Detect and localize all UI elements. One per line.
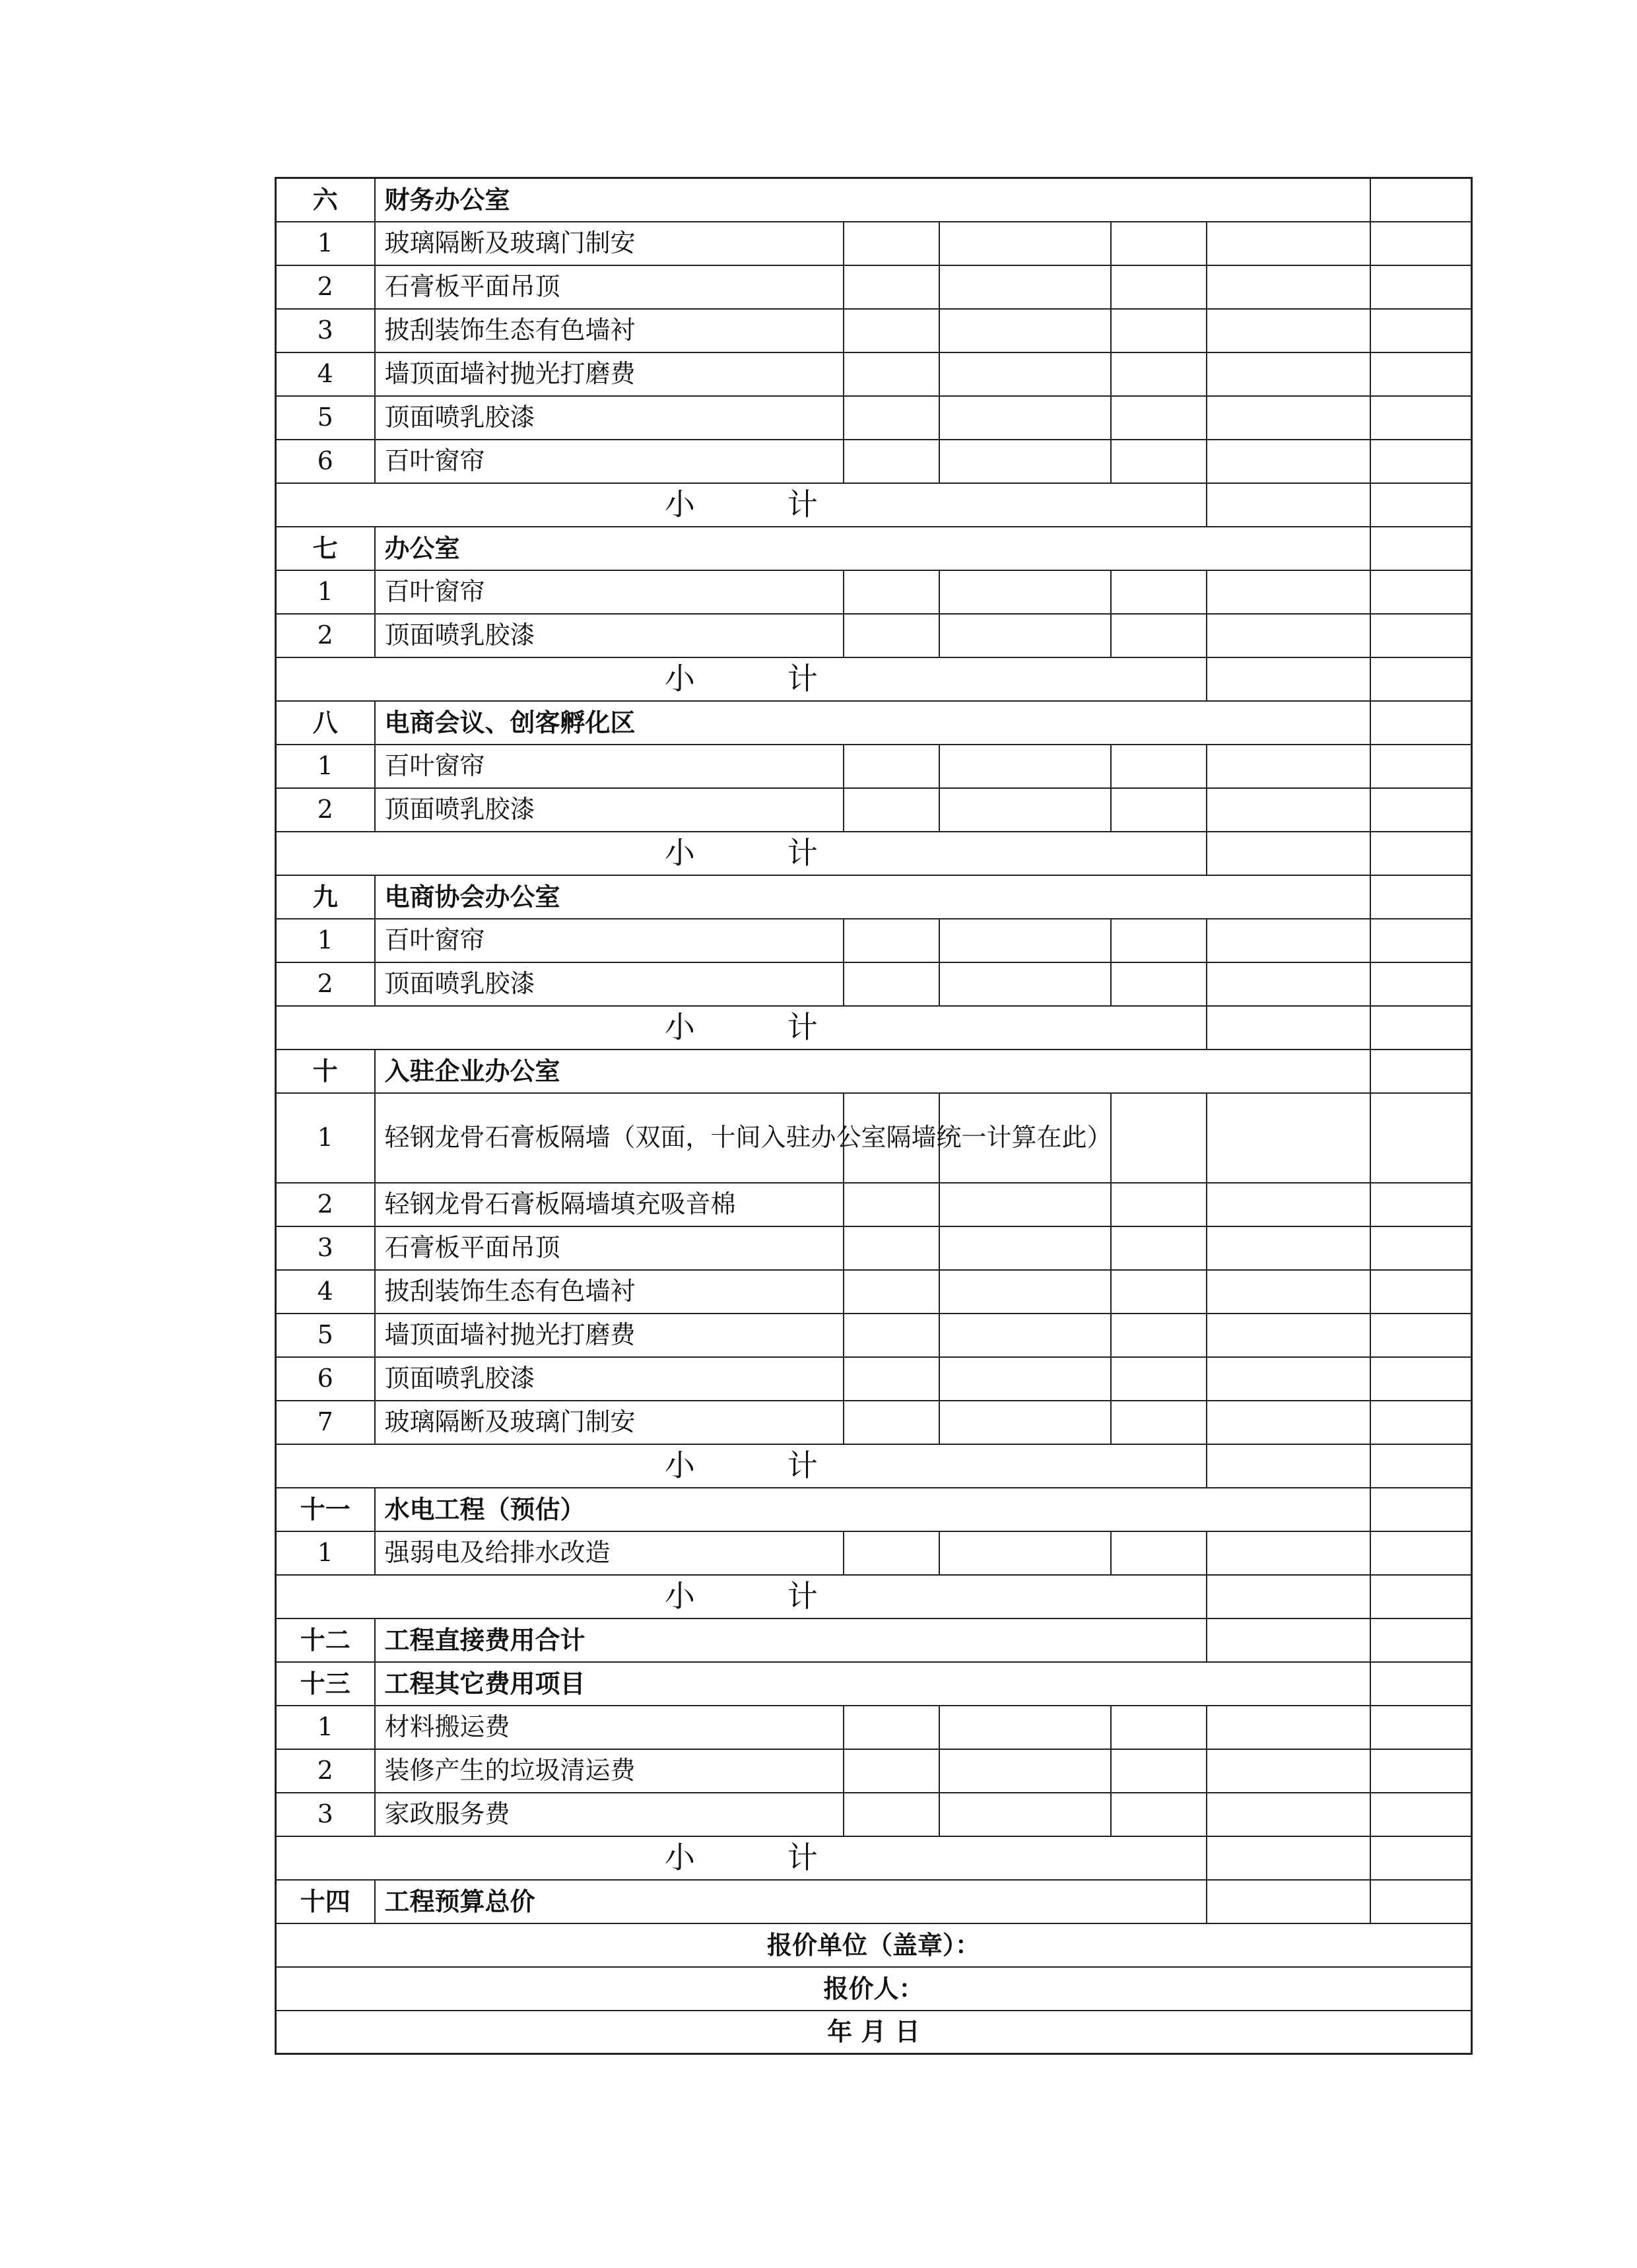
item-number: 3 (276, 1793, 375, 1836)
subtotal-row (276, 483, 1472, 527)
unit-price-cell (1111, 1314, 1207, 1357)
remark-cell (1370, 265, 1472, 309)
unit-price-cell (1111, 1357, 1207, 1401)
table-row (276, 1401, 1472, 1444)
section-number: 九 (276, 875, 375, 919)
item-number: 6 (276, 1357, 375, 1401)
subtotal-amount-cell (1207, 1006, 1370, 1050)
total-price-cell (1207, 396, 1370, 440)
section-0-header-row (276, 178, 1472, 222)
unit-cell (844, 788, 939, 832)
quantity-cell (939, 352, 1111, 396)
total-price-cell (1207, 1401, 1370, 1444)
remark-cell (1370, 1183, 1472, 1226)
remark-cell (1370, 657, 1472, 701)
subtotal-char-a: 小 (664, 1839, 695, 1875)
item-number: 1 (276, 919, 375, 962)
remark-cell (1370, 1836, 1472, 1880)
subtotal-amount-cell (1207, 1575, 1370, 1618)
table-row (276, 919, 1472, 962)
remark-cell (1370, 832, 1472, 875)
item-number: 2 (276, 1183, 375, 1226)
section-number: 七 (276, 527, 375, 570)
remark-cell (1370, 1314, 1472, 1357)
item-name: 强弱电及给排水改造 (375, 1531, 844, 1575)
unit-cell (844, 962, 939, 1006)
unit-price-cell (1111, 1270, 1207, 1314)
remark-cell (1370, 962, 1472, 1006)
amount-cell (1370, 527, 1472, 570)
quantity-cell (939, 919, 1111, 962)
table-row (276, 352, 1472, 396)
subtotal-amount-cell (1207, 483, 1370, 527)
unit-price-cell (1111, 222, 1207, 265)
subtotal-char-a: 小 (664, 1009, 695, 1045)
remark-cell (1370, 1006, 1472, 1050)
unit-price-cell (1111, 352, 1207, 396)
item-name: 顶面喷乳胶漆 (375, 962, 844, 1006)
unit-cell (844, 1183, 939, 1226)
item-number: 4 (276, 1270, 375, 1314)
remark-cell (1370, 1093, 1472, 1183)
section-number: 十三 (276, 1662, 375, 1706)
grand-total-row (276, 1880, 1472, 1923)
remark-cell (1370, 1575, 1472, 1618)
remark-cell (1370, 614, 1472, 657)
total-price-cell (1207, 1357, 1370, 1401)
subtotal-label (276, 832, 1207, 875)
remark-cell (1370, 1618, 1472, 1662)
unit-price-cell (1111, 919, 1207, 962)
unit-cell (844, 1793, 939, 1836)
quantity-cell (939, 614, 1111, 657)
remark-cell (1370, 1531, 1472, 1575)
item-name: 顶面喷乳胶漆 (375, 614, 844, 657)
subtotal-amount-cell (1207, 657, 1370, 701)
remark-cell (1370, 352, 1472, 396)
subtotal-row (276, 657, 1472, 701)
unit-cell (844, 352, 939, 396)
unit-price-cell (1111, 1401, 1207, 1444)
subtotal-char-a: 小 (664, 486, 695, 522)
subtotal-label (276, 1006, 1207, 1050)
quotation-table (275, 177, 1473, 2055)
unit-price-cell (1111, 396, 1207, 440)
item-name: 顶面喷乳胶漆 (375, 396, 844, 440)
item-name: 材料搬运费 (375, 1706, 844, 1749)
item-number: 4 (276, 352, 375, 396)
item-number: 1 (276, 222, 375, 265)
unit-cell (844, 1270, 939, 1314)
remark-cell (1370, 1226, 1472, 1270)
subtotal-char-a: 小 (664, 1578, 695, 1614)
total-price-cell (1207, 1531, 1370, 1575)
remark-cell (1370, 1270, 1472, 1314)
remark-cell (1370, 919, 1472, 962)
subtotal-char-b: 计 (787, 1578, 818, 1614)
unit-cell (844, 614, 939, 657)
item-number: 2 (276, 1749, 375, 1793)
item-number: 1 (276, 1093, 375, 1183)
subtotal-char-b: 计 (787, 1839, 818, 1875)
footer-person-row-label: 报价人： (276, 1967, 1472, 2011)
unit-cell (844, 440, 939, 483)
quantity-cell (939, 1793, 1111, 1836)
subtotal-row (276, 832, 1472, 875)
unit-cell (844, 1357, 939, 1401)
table-row (276, 570, 1472, 614)
remark-cell (1370, 570, 1472, 614)
quantity-cell (939, 1401, 1111, 1444)
unit-price-cell (1111, 440, 1207, 483)
subtotal-char-b: 计 (787, 660, 818, 696)
section-title: 工程其它费用项目 (375, 1662, 1370, 1706)
unit-cell (844, 745, 939, 788)
total-price-cell (1207, 745, 1370, 788)
section-number: 六 (276, 178, 375, 222)
total-price-cell (1207, 309, 1370, 352)
item-number: 5 (276, 1314, 375, 1357)
unit-cell (844, 1314, 939, 1357)
item-name: 石膏板平面吊顶 (375, 265, 844, 309)
subtotal-char-a: 小 (664, 834, 695, 871)
footer-person-row (276, 1967, 1472, 2011)
table-row (276, 396, 1472, 440)
section-title: 水电工程（预估） (375, 1488, 1370, 1531)
section-5-header-row (276, 1488, 1472, 1531)
item-name: 披刮装饰生态有色墙衬 (375, 309, 844, 352)
unit-price-cell (1111, 1793, 1207, 1836)
item-name: 百叶窗帘 (375, 570, 844, 614)
quantity-cell (939, 265, 1111, 309)
unit-cell (844, 1706, 939, 1749)
item-name: 玻璃隔断及玻璃门制安 (375, 1401, 844, 1444)
amount-cell (1207, 1618, 1370, 1662)
total-price-cell (1207, 352, 1370, 396)
amount-cell (1370, 701, 1472, 745)
footer-date-row-label: 年 月 日 (276, 2011, 1472, 2054)
remark-cell (1370, 1793, 1472, 1836)
section-number: 十一 (276, 1488, 375, 1531)
table-row (276, 309, 1472, 352)
subtotal-label (276, 657, 1207, 701)
remark-cell (1370, 1401, 1472, 1444)
quantity-cell (939, 570, 1111, 614)
unit-price-cell (1111, 570, 1207, 614)
total-price-cell (1207, 1793, 1370, 1836)
subtotal-row (276, 1006, 1472, 1050)
footer-date-row (276, 2011, 1472, 2054)
item-name: 墙顶面墙衬抛光打磨费 (375, 1314, 844, 1357)
table-row (276, 265, 1472, 309)
item-number: 2 (276, 788, 375, 832)
unit-cell (844, 396, 939, 440)
section-2-header-row (276, 701, 1472, 745)
quantity-cell (939, 1226, 1111, 1270)
remark-cell (1370, 788, 1472, 832)
quantity-cell (939, 962, 1111, 1006)
item-name: 家政服务费 (375, 1793, 844, 1836)
total-price-cell (1207, 1093, 1370, 1183)
amount-cell (1370, 875, 1472, 919)
quantity-cell (939, 1531, 1111, 1575)
quantity-cell (939, 1270, 1111, 1314)
total-price-cell (1207, 440, 1370, 483)
footer-unit-row-label: 报价单位（盖章）： (276, 1923, 1472, 1967)
total-price-cell (1207, 919, 1370, 962)
subtotal-amount-cell (1207, 1444, 1370, 1488)
item-name: 轻钢龙骨石膏板隔墙填充吸音棉 (375, 1183, 844, 1226)
unit-cell (844, 309, 939, 352)
table-row (276, 1183, 1472, 1226)
remark-cell (1370, 1357, 1472, 1401)
quantity-cell (939, 1314, 1111, 1357)
item-name: 玻璃隔断及玻璃门制安 (375, 222, 844, 265)
unit-cell (844, 1226, 939, 1270)
section-title: 办公室 (375, 527, 1370, 570)
item-name: 披刮装饰生态有色墙衬 (375, 1270, 844, 1314)
section-title: 工程预算总价 (375, 1880, 1207, 1923)
total-price-cell (1207, 265, 1370, 309)
quantity-cell (939, 1183, 1111, 1226)
item-number: 1 (276, 570, 375, 614)
table-row (276, 1706, 1472, 1749)
remark-cell (1370, 1749, 1472, 1793)
unit-price-cell (1111, 614, 1207, 657)
remark-cell (1370, 309, 1472, 352)
item-number: 2 (276, 962, 375, 1006)
item-name: 墙顶面墙衬抛光打磨费 (375, 352, 844, 396)
total-price-cell (1207, 614, 1370, 657)
item-number: 3 (276, 1226, 375, 1270)
section-title: 电商协会办公室 (375, 875, 1370, 919)
subtotal-label (276, 483, 1207, 527)
table-row (276, 222, 1472, 265)
total-price-cell (1207, 570, 1370, 614)
unit-cell (844, 570, 939, 614)
unit-price-cell (1111, 962, 1207, 1006)
subtotal-label (276, 1836, 1207, 1880)
unit-price-cell (1111, 1706, 1207, 1749)
unit-price-cell (1111, 1749, 1207, 1793)
item-name: 装修产生的垃圾清运费 (375, 1749, 844, 1793)
table-row (276, 1093, 1472, 1183)
other-costs-header-row (276, 1662, 1472, 1706)
table-row (276, 614, 1472, 657)
unit-price-cell (1111, 265, 1207, 309)
amount-cell (1370, 1662, 1472, 1706)
item-number: 2 (276, 614, 375, 657)
subtotal-char-a: 小 (664, 660, 695, 696)
quantity-cell (939, 745, 1111, 788)
remark-cell (1370, 483, 1472, 527)
section-number: 十 (276, 1050, 375, 1093)
unit-cell (844, 1749, 939, 1793)
table-row (276, 1749, 1472, 1793)
item-number: 7 (276, 1401, 375, 1444)
quantity-cell (939, 396, 1111, 440)
table-row (276, 745, 1472, 788)
item-name: 顶面喷乳胶漆 (375, 788, 844, 832)
amount-cell (1370, 1488, 1472, 1531)
item-name: 百叶窗帘 (375, 745, 844, 788)
subtotal-row (276, 1836, 1472, 1880)
remark-cell (1370, 1706, 1472, 1749)
table-row (276, 1357, 1472, 1401)
table-row (276, 1314, 1472, 1357)
total-price-cell (1207, 1226, 1370, 1270)
direct-total-row (276, 1618, 1472, 1662)
quantity-cell (939, 222, 1111, 265)
total-price-cell (1207, 1749, 1370, 1793)
footer-unit-row (276, 1923, 1472, 1967)
quantity-cell (939, 1749, 1111, 1793)
remark-cell (1370, 1880, 1472, 1923)
remark-cell (1370, 440, 1472, 483)
item-name: 顶面喷乳胶漆 (375, 1357, 844, 1401)
quantity-cell (939, 440, 1111, 483)
item-name: 百叶窗帘 (375, 919, 844, 962)
unit-price-cell (1111, 1093, 1207, 1183)
subtotal-label (276, 1444, 1207, 1488)
subtotal-row (276, 1444, 1472, 1488)
section-number: 十二 (276, 1618, 375, 1662)
item-number: 1 (276, 1531, 375, 1575)
item-number: 6 (276, 440, 375, 483)
item-number: 5 (276, 396, 375, 440)
quantity-cell (939, 309, 1111, 352)
section-4-header-row (276, 1050, 1472, 1093)
section-1-header-row (276, 527, 1472, 570)
unit-cell (844, 1401, 939, 1444)
table-row (276, 1226, 1472, 1270)
subtotal-amount-cell (1207, 832, 1370, 875)
total-price-cell (1207, 962, 1370, 1006)
table-row (276, 1531, 1472, 1575)
remark-cell (1370, 396, 1472, 440)
unit-price-cell (1111, 745, 1207, 788)
section-title: 电商会议、创客孵化区 (375, 701, 1370, 745)
table-row (276, 962, 1472, 1006)
unit-price-cell (1111, 1226, 1207, 1270)
unit-price-cell (1111, 1531, 1207, 1575)
unit-cell (844, 1531, 939, 1575)
section-title: 工程直接费用合计 (375, 1618, 1207, 1662)
unit-price-cell (1111, 788, 1207, 832)
item-number: 1 (276, 1706, 375, 1749)
subtotal-char-b: 计 (787, 1009, 818, 1045)
table-row (276, 1793, 1472, 1836)
unit-cell (844, 919, 939, 962)
subtotal-char-b: 计 (787, 1447, 818, 1483)
remark-cell (1370, 1444, 1472, 1488)
unit-cell (844, 222, 939, 265)
unit-cell (844, 265, 939, 309)
subtotal-char-b: 计 (787, 486, 818, 522)
section-title: 入驻企业办公室 (375, 1050, 1370, 1093)
subtotal-amount-cell (1207, 1836, 1370, 1880)
item-name: 轻钢龙骨石膏板隔墙（双面，十间入驻办公室隔墙统一计算在此） (375, 1093, 844, 1183)
unit-price-cell (1111, 1183, 1207, 1226)
amount-cell (1207, 1880, 1370, 1923)
subtotal-char-b: 计 (787, 834, 818, 871)
table-row (276, 440, 1472, 483)
subtotal-row (276, 1575, 1472, 1618)
item-number: 1 (276, 745, 375, 788)
total-price-cell (1207, 1183, 1370, 1226)
total-price-cell (1207, 1706, 1370, 1749)
quantity-cell (939, 1357, 1111, 1401)
subtotal-label (276, 1575, 1207, 1618)
total-price-cell (1207, 788, 1370, 832)
section-number: 八 (276, 701, 375, 745)
table-row (276, 1270, 1472, 1314)
total-price-cell (1207, 222, 1370, 265)
total-price-cell (1207, 1314, 1370, 1357)
subtotal-char-a: 小 (664, 1447, 695, 1483)
remark-cell (1370, 222, 1472, 265)
item-name: 百叶窗帘 (375, 440, 844, 483)
section-3-header-row (276, 875, 1472, 919)
remark-cell (1370, 745, 1472, 788)
section-title: 财务办公室 (375, 178, 1370, 222)
item-number: 3 (276, 309, 375, 352)
quantity-cell (939, 788, 1111, 832)
table-row (276, 788, 1472, 832)
amount-cell (1370, 1050, 1472, 1093)
item-name: 石膏板平面吊顶 (375, 1226, 844, 1270)
amount-cell (1370, 178, 1472, 222)
unit-price-cell (1111, 309, 1207, 352)
section-number: 十四 (276, 1880, 375, 1923)
item-number: 2 (276, 265, 375, 309)
quantity-cell (939, 1706, 1111, 1749)
total-price-cell (1207, 1270, 1370, 1314)
